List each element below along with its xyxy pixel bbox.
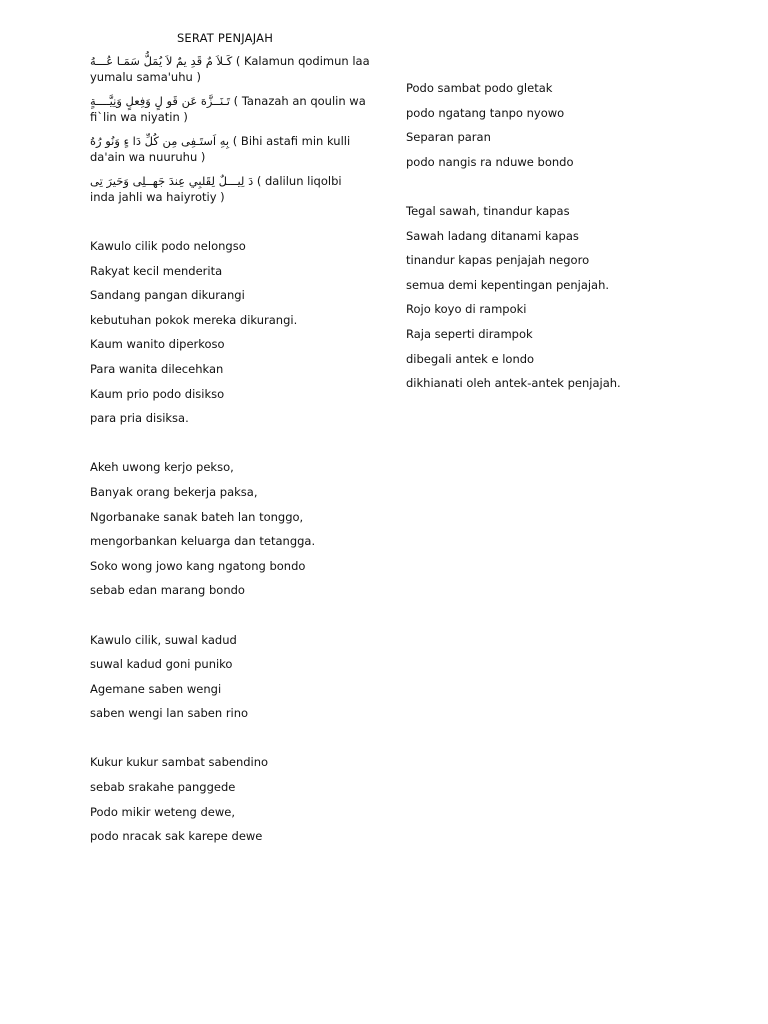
stanza (90, 754, 370, 852)
verse-line: mengorbankan keluarga dan tetangga. (90, 534, 316, 549)
verse-line: Kawulo cilik, suwal kadud (90, 632, 237, 647)
arabic-text: كَـلاَ مٌ قَدِ يمٌ لاَ يُمَلُّ سَمَـا عُـــهُ (90, 54, 233, 68)
verse-line: Kaum wanito diperkoso (90, 337, 225, 352)
right-column (406, 80, 706, 400)
verse-line: tinandur kapas penjajah negoro (406, 253, 590, 268)
verse-line: Para wanita dilecehkan (90, 361, 224, 376)
verse-line: Rakyat kecil menderita (90, 263, 223, 278)
verse-line: Banyak orang bekerja paksa, (90, 484, 258, 499)
verse-line: dikhianati oleh antek-antek penjajah. (406, 376, 621, 391)
stanza (90, 459, 370, 607)
verse-line: Podo mikir weteng dewe, (90, 804, 236, 819)
verse-line: Podo sambat podo gletak (406, 81, 553, 95)
verse-line: saben wengi lan saben rino (90, 706, 249, 721)
left-column (90, 53, 370, 853)
verse-line: sebab edan marang bondo (90, 583, 245, 598)
verse-line: Separan paran (406, 130, 491, 145)
verse-line: Kaum prio podo disikso (90, 386, 225, 401)
verse-line: Sawah ladang ditanami kapas (406, 228, 579, 243)
arabic-text: دَ لِيـــلٌ لِقَلبِي عِندَ جَهــلِى وَحَيرَ تِى (90, 174, 254, 188)
transliteration: ( Kalamun qodimun laa yumalu sama'uhu ) (90, 54, 370, 84)
arabic-verses (90, 53, 370, 205)
verse-line: Soko wong jowo kang ngatong bondo (90, 558, 306, 573)
verse-line: Rojo koyo di rampoki (406, 302, 527, 317)
arabic-text: تَـنَــزَّهَ عَن قَو لٍ وَفِعلٍ وَنِيَّــــةٍ (90, 94, 231, 108)
stanza (406, 203, 706, 400)
arabic-verse (90, 173, 370, 205)
arabic-text: بِهِ اَستَـفِى مِن كُلِّ دَا ءٍ وَنُو رُهُ (90, 134, 230, 148)
verse-line: Ngorbanake sanak bateh lan tonggo, (90, 509, 304, 524)
verse-line: Agemane saben wengi (90, 681, 222, 696)
verse-line: Raja seperti dirampok (406, 326, 533, 341)
transliteration: ( Tanazah an qoulin wa fi`lin wa niyatin ) (90, 94, 366, 124)
verse-line: dibegali antek e londo (406, 351, 535, 366)
verse-line: suwal kadud goni puniko (90, 657, 233, 672)
verse-line: podo ngatang tanpo nyowo (406, 105, 565, 120)
stanza (90, 632, 370, 730)
verse-line: Kukur kukur sambat sabendino (90, 755, 269, 770)
document-title: SERAT PENJAJAH (176, 31, 274, 45)
transliteration: ( dalilun liqolbi inda jahli wa haiyrotiy ) (90, 174, 342, 204)
verse-line: semua demi kepentingan penjajah. (406, 277, 610, 292)
arabic-verse (90, 53, 370, 85)
arabic-verse (90, 133, 370, 165)
verse-line: sebab srakahe panggede (90, 780, 236, 795)
verse-line: para pria disiksa. (90, 411, 189, 426)
verse-line: Kawulo cilik podo nelongso (90, 239, 246, 253)
arabic-verse (90, 93, 370, 125)
stanza (90, 238, 370, 435)
verse-line: Tegal sawah, tinandur kapas (406, 203, 570, 218)
verse-line: Akeh uwong kerjo pekso, (90, 460, 234, 475)
stanza (406, 80, 706, 178)
verse-line: podo nangis ra nduwe bondo (406, 154, 574, 169)
verse-line: podo nracak sak karepe dewe (90, 829, 263, 844)
transliteration: ( Bihi astafi min kulli da'ain wa nuuruhu ) (90, 134, 351, 164)
verse-line: Sandang pangan dikurangi (90, 288, 245, 303)
verse-line: kebutuhan pokok mereka dikurangi. (90, 312, 298, 327)
